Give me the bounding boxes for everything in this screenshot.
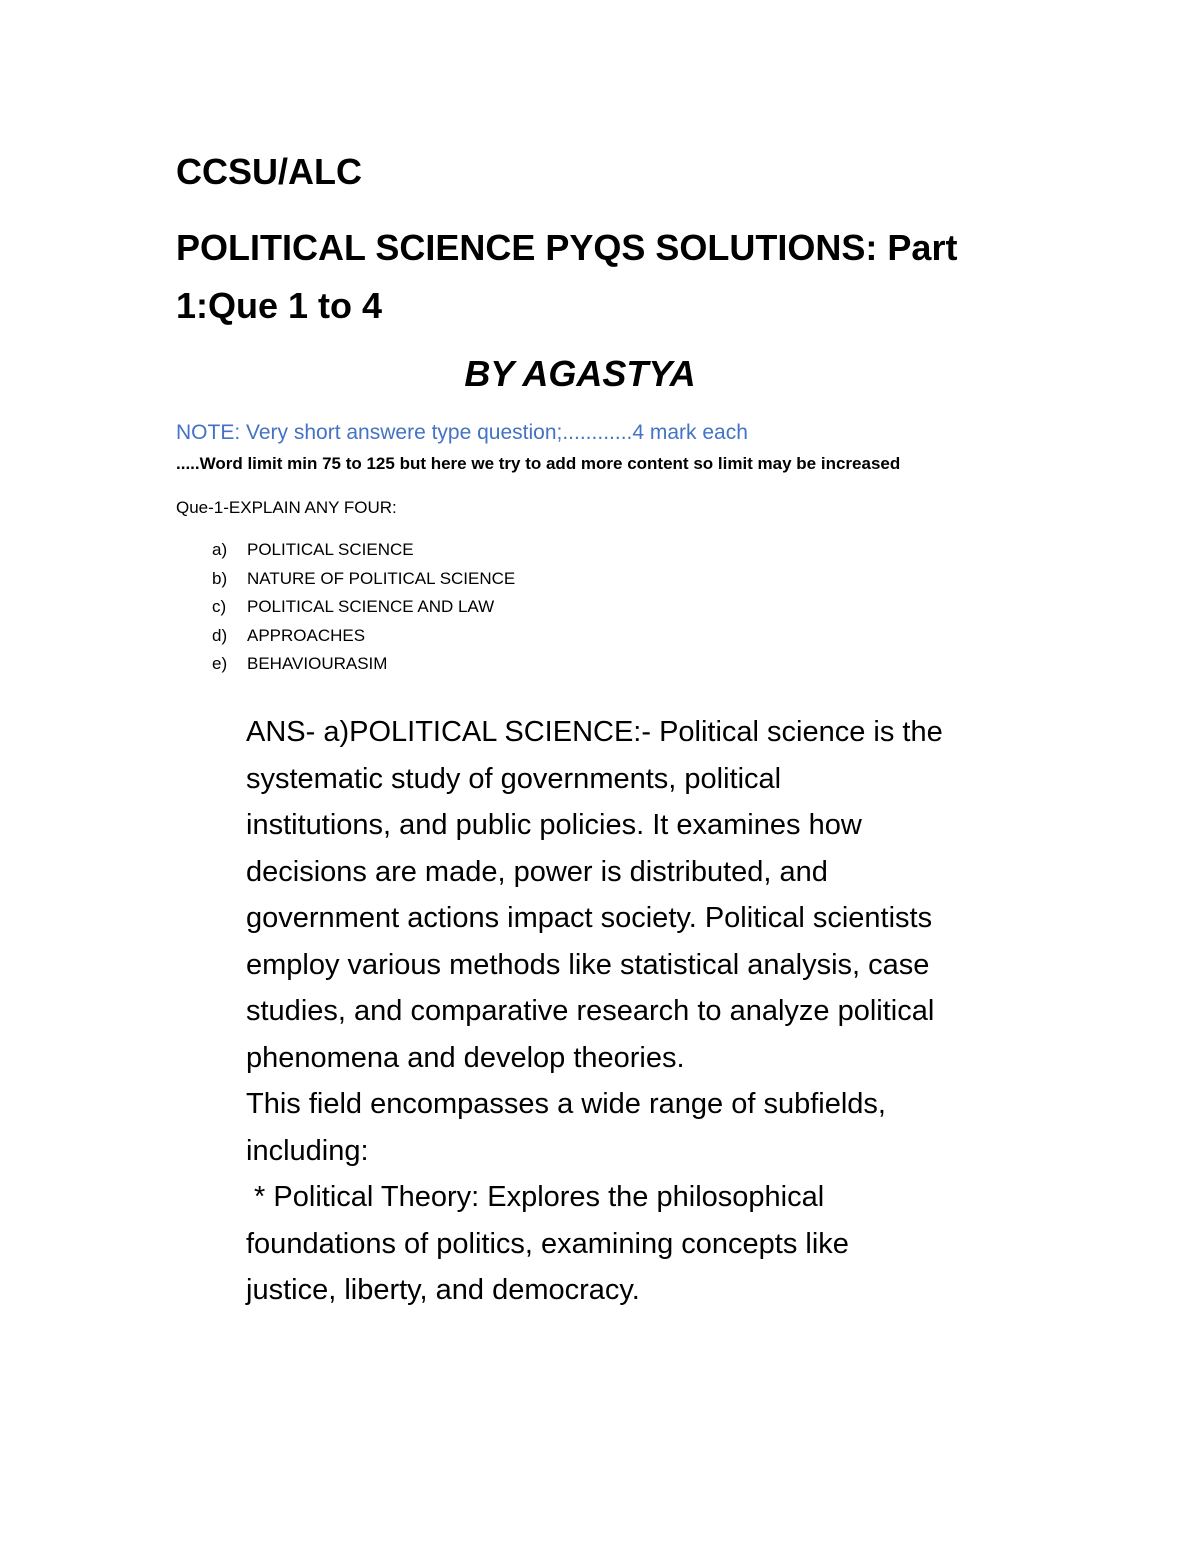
title-line-2: 1:Que 1 to 4 — [176, 285, 383, 326]
answer-block — [246, 709, 1046, 1314]
option-letter: a) — [212, 540, 228, 559]
option-text: APPROACHES — [247, 625, 366, 645]
answer-line: including: — [246, 1134, 369, 1167]
answer-line: studies, and comparative research to analyze political — [246, 995, 935, 1027]
title-line-1: POLITICAL SCIENCE PYQS SOLUTIONS: Part — [176, 227, 958, 268]
list-item — [212, 652, 515, 681]
option-letter: c) — [212, 597, 227, 616]
note-text: NOTE: Very short answere type question;............4 mark each — [176, 421, 748, 444]
document-title — [176, 219, 976, 335]
author-heading: BY AGASTYA — [464, 353, 696, 394]
answer-line: foundations of politics, examining concepts like — [246, 1227, 849, 1260]
answer-line: phenomena and develop theories. — [246, 1041, 685, 1074]
answer-line: * Political Theory: Explores the philosophical — [246, 1181, 825, 1213]
list-item — [212, 538, 515, 567]
option-letter: e) — [212, 654, 228, 673]
option-letter: d) — [212, 625, 228, 645]
answer-line: decisions are made, power is distributed, and — [246, 855, 828, 888]
list-item — [212, 624, 515, 653]
answer-line: justice, liberty, and democracy. — [246, 1274, 640, 1306]
question-title: Que-1-EXPLAIN ANY FOUR: — [176, 498, 397, 517]
word-limit-text: .....Word limit min 75 to 125 but here we try to add more content so limit may be increased — [176, 454, 901, 473]
list-item — [212, 595, 515, 624]
org-heading: CCSU/ALC — [176, 151, 362, 192]
option-text: BEHAVIOURASIM — [247, 654, 388, 673]
answer-line: This field encompasses a wide range of subfields, — [246, 1088, 886, 1120]
answer-line: institutions, and public policies. It examines how — [246, 809, 862, 841]
option-letter: b) — [212, 568, 228, 588]
list-item — [212, 567, 515, 596]
answer-line: systematic study of governments, political — [246, 762, 782, 795]
answer-line: employ various methods like statistical analysis, case — [246, 948, 930, 981]
option-text: NATURE OF POLITICAL SCIENCE — [247, 568, 516, 588]
option-text: POLITICAL SCIENCE AND LAW — [247, 597, 495, 616]
answer-line: ANS- a)POLITICAL SCIENCE:- Political science is the — [246, 716, 943, 748]
option-text: POLITICAL SCIENCE — [247, 540, 414, 559]
question-options-list — [212, 538, 515, 681]
answer-line: government actions impact society. Political scientists — [246, 902, 933, 934]
